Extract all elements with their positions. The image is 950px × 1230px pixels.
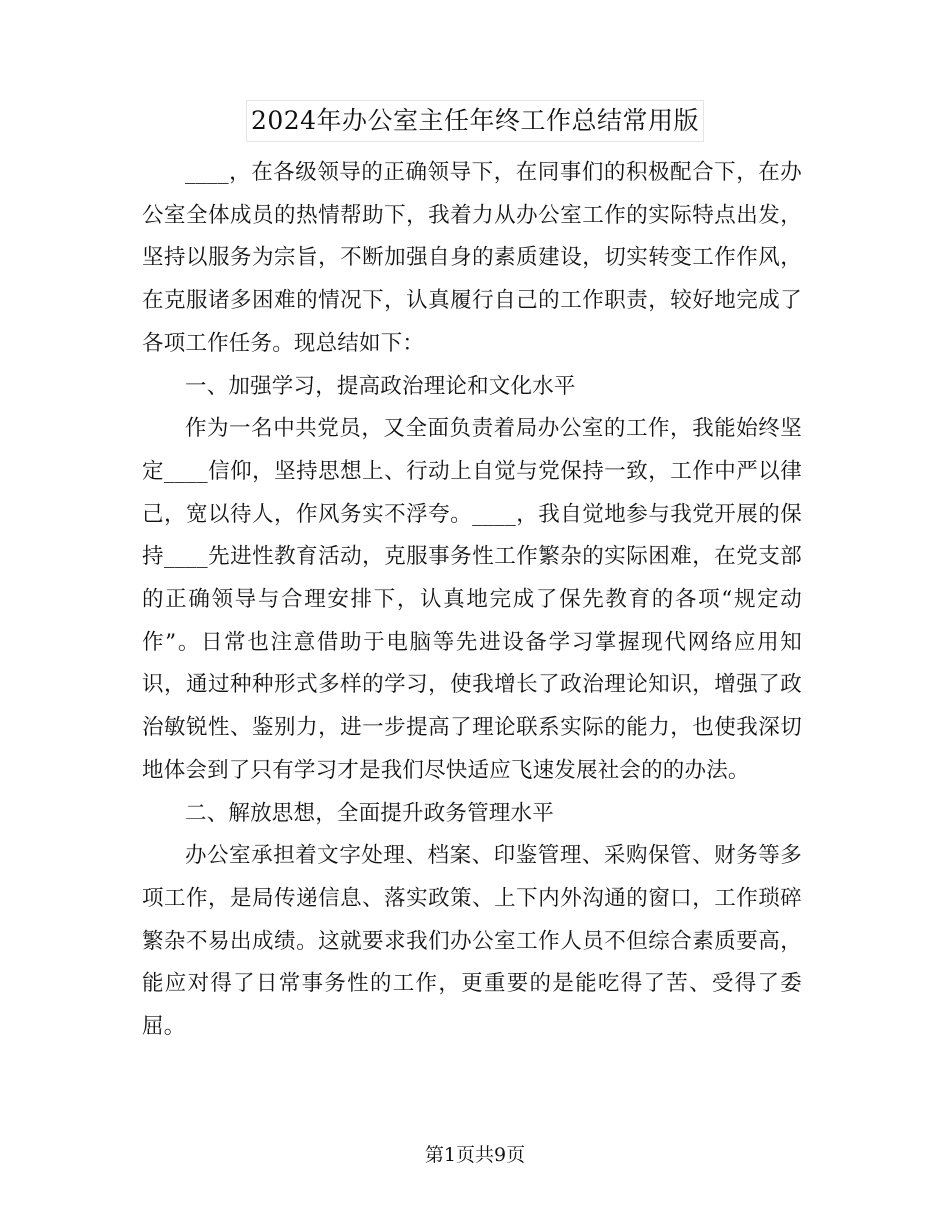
paragraph-section-2: 办公室承担着文字处理、档案、印鉴管理、采购保管、财务等多项工作，是局传递信息、落实政策、上下内外沟通的窗口，工作琐碎繁杂不易出成绩。这就要求我们办公室工作人员不但综合素质要高，能应对得了日常事务性的工作，更重要的是能吃得了苦、受得了委屈。 [142,843,802,1040]
paragraph-section-1: 作为一名中共党员，又全面负责着局办公室的工作，我能始终坚定____信仰，坚持思想上、行动上自觉与党保持一致，工作中严以律己，宽以待人，作风务实不浮夸。____，我自觉地参与我党开展的保持____先进性教育活动，克服事务性工作繁杂的实际困难，在党支部的正确领导与合理安排下，认真地完成了保先教育的各项“规定动作”。日常也注意借助于电脑等先进设备学习掌握现代网络应用知识，通过种种形式多样的学习，使我增长了政治理论知识，增强了政治敏锐性、鉴别力，进一步提高了理论联系实际的能力，也使我深切地体会到了只有学习才是我们尽快适应飞速发展社会的的办法。 [142,416,802,783]
section-heading-1: 一、加强学习，提高政治理论和文化水平 [185,373,576,399]
title-container [0,100,950,142]
section-heading-2: 二、解放思想，全面提升政务管理水平 [185,800,554,826]
document-title: 2024年办公室主任年终工作总结常用版 [246,100,704,142]
page-number-footer: 第1页共9页 [424,1144,526,1166]
paragraph-intro: ____，在各级领导的正确领导下，在同事们的积极配合下，在办公室全体成员的热情帮助下，我着力从办公室工作的实际特点出发，坚持以服务为宗旨，不断加强自身的素质建设，切实转变工作作风，在克服诸多困难的情况下，认真履行自己的工作职责，较好地完成了各项工作任务。现总结如下： [142,160,802,356]
document-body [142,152,802,1049]
